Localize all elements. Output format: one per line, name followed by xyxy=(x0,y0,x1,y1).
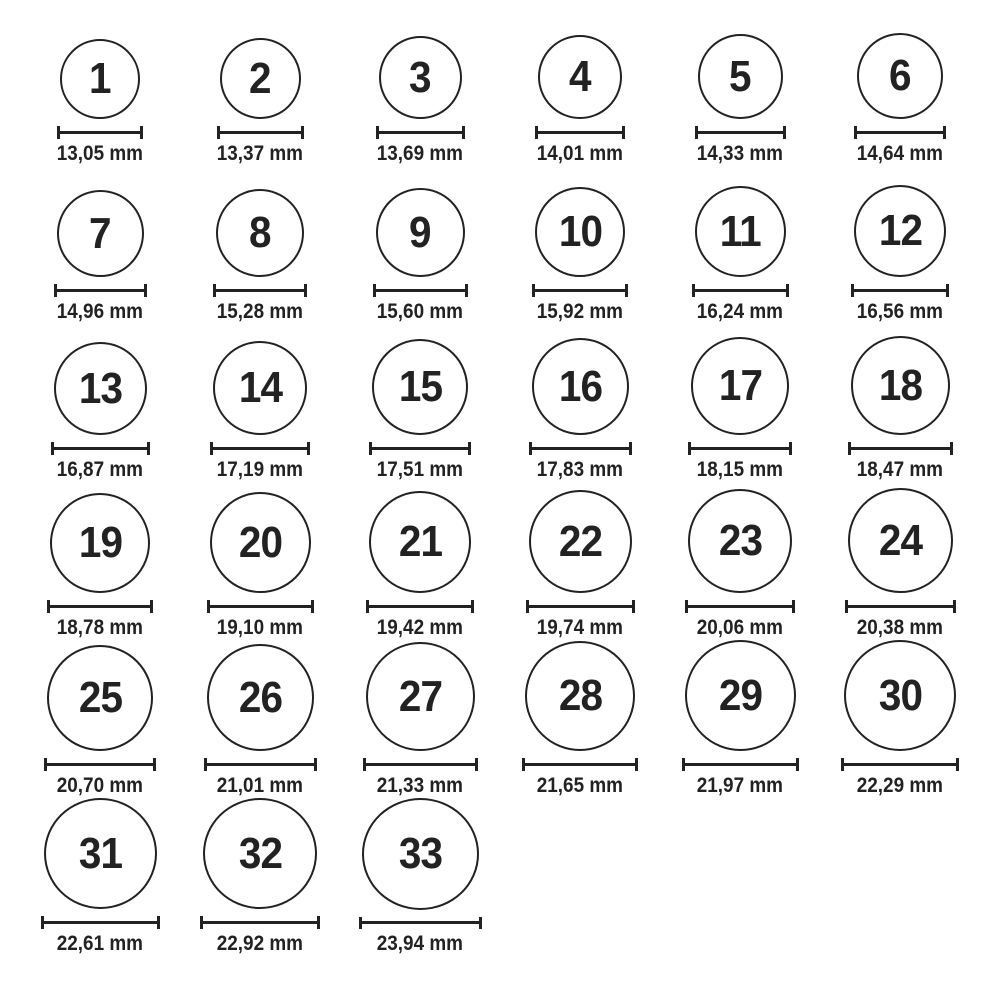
diameter-measure-line xyxy=(57,126,143,139)
diameter-label: 23,94 mm xyxy=(376,932,464,955)
ring-size-cell xyxy=(20,8,180,166)
ring-circle xyxy=(50,493,150,593)
ring-size-number: 6 xyxy=(889,51,911,100)
ring-size-cell xyxy=(660,324,820,482)
ring-circle xyxy=(691,337,789,435)
diameter-measure-line xyxy=(359,917,482,929)
diameter-measure-line xyxy=(845,600,956,613)
ring-circle xyxy=(688,489,792,593)
ring-size-cell xyxy=(820,482,980,640)
ring-circle xyxy=(851,336,950,435)
diameter-measure-line xyxy=(848,442,953,455)
diameter-label: 17,19 mm xyxy=(216,458,304,481)
diameter-measure-line xyxy=(47,600,153,613)
diameter-label: 16,87 mm xyxy=(56,458,144,481)
diameter-label: 15,60 mm xyxy=(376,300,464,323)
ring-size-cell xyxy=(820,324,980,482)
ring-size-cell xyxy=(180,166,340,324)
diameter-label: 14,33 mm xyxy=(696,142,784,165)
ring-size-cell xyxy=(660,640,820,798)
ring-size-number: 3 xyxy=(409,52,431,102)
diameter-label: 20,70 mm xyxy=(56,774,144,797)
ring-size-number: 27 xyxy=(398,671,442,721)
ring-size-cell xyxy=(340,640,500,798)
ring-circle xyxy=(529,490,632,593)
ring-size-number: 28 xyxy=(558,671,602,720)
diameter-measure-line xyxy=(213,284,307,297)
ring-size-cell xyxy=(500,324,660,482)
diameter-label: 22,29 mm xyxy=(856,774,944,797)
diameter-measure-line xyxy=(532,284,628,297)
ring-size-cell xyxy=(180,798,340,956)
ring-size-number: 31 xyxy=(78,828,122,878)
ring-circle xyxy=(532,338,629,435)
diameter-measure-line xyxy=(851,284,949,297)
ring-size-number: 26 xyxy=(238,672,282,722)
ring-circle xyxy=(525,641,635,751)
ring-size-number: 5 xyxy=(729,51,751,101)
diameter-measure-line xyxy=(51,442,150,455)
ring-size-number: 20 xyxy=(238,517,282,567)
diameter-label: 18,47 mm xyxy=(856,458,944,481)
ring-size-cell xyxy=(180,640,340,798)
diameter-measure-line xyxy=(695,126,786,139)
ring-size-number: 21 xyxy=(398,517,442,566)
ring-circle xyxy=(362,798,479,910)
ring-circle xyxy=(848,488,953,593)
diameter-measure-line xyxy=(854,126,946,139)
diameter-measure-line xyxy=(363,758,478,771)
diameter-label: 16,56 mm xyxy=(856,300,944,323)
ring-size-number: 12 xyxy=(878,206,922,255)
ring-size-cell xyxy=(180,482,340,640)
ring-size-number: 10 xyxy=(558,207,602,256)
ring-circle xyxy=(379,36,462,119)
ring-size-cell xyxy=(20,798,180,956)
diameter-label: 17,83 mm xyxy=(536,458,624,481)
ring-circle xyxy=(210,492,311,593)
ring-size-number: 19 xyxy=(78,518,122,567)
diameter-label: 18,15 mm xyxy=(696,458,784,481)
diameter-measure-line xyxy=(841,758,959,771)
ring-circle xyxy=(60,39,140,119)
diameter-measure-line xyxy=(44,758,156,771)
ring-circle xyxy=(698,34,783,119)
diameter-measure-line xyxy=(366,600,474,613)
ring-circle xyxy=(376,188,465,277)
ring-size-cell xyxy=(500,166,660,324)
ring-circle xyxy=(216,189,304,277)
diameter-measure-line xyxy=(217,126,304,139)
diameter-measure-line xyxy=(688,442,792,455)
ring-size-number: 16 xyxy=(558,361,602,411)
ring-size-cell xyxy=(20,482,180,640)
ring-circle xyxy=(372,339,468,435)
diameter-measure-line xyxy=(207,600,314,613)
ring-size-number: 33 xyxy=(398,828,442,878)
ring-circle xyxy=(369,491,471,593)
diameter-label: 21,65 mm xyxy=(536,774,624,797)
ring-size-number: 22 xyxy=(558,516,602,566)
diameter-label: 18,78 mm xyxy=(56,616,144,639)
ring-circle xyxy=(213,341,307,435)
diameter-label: 15,92 mm xyxy=(536,300,624,323)
ring-size-cell xyxy=(180,8,340,166)
ring-size-number: 24 xyxy=(878,515,922,565)
ring-size-cell xyxy=(660,166,820,324)
ring-circle xyxy=(47,645,153,751)
ring-circle xyxy=(44,798,157,909)
diameter-label: 14,64 mm xyxy=(856,142,944,165)
diameter-label: 13,69 mm xyxy=(376,142,464,165)
diameter-measure-line xyxy=(373,284,468,297)
diameter-label: 19,42 mm xyxy=(376,616,464,639)
diameter-measure-line xyxy=(376,126,465,139)
ring-size-number: 1 xyxy=(89,54,111,103)
diameter-measure-line xyxy=(200,916,320,929)
ring-size-cell xyxy=(20,640,180,798)
ring-size-number: 2 xyxy=(249,53,271,103)
ring-size-number: 9 xyxy=(409,207,431,257)
ring-size-number: 7 xyxy=(89,208,111,258)
ring-circle xyxy=(854,185,946,277)
diameter-measure-line xyxy=(369,442,471,455)
diameter-label: 14,96 mm xyxy=(56,300,144,323)
diameter-measure-line xyxy=(41,916,160,929)
diameter-label: 20,06 mm xyxy=(696,616,784,639)
ring-size-number: 17 xyxy=(718,361,762,410)
ring-size-number: 18 xyxy=(878,360,922,410)
ring-size-cell xyxy=(340,798,500,956)
diameter-measure-line xyxy=(529,442,632,455)
ring-circle xyxy=(695,186,786,277)
ring-size-number: 4 xyxy=(569,52,591,101)
ring-size-number: 14 xyxy=(238,363,282,412)
diameter-measure-line xyxy=(54,284,147,297)
diameter-label: 16,24 mm xyxy=(696,300,784,323)
diameter-measure-line xyxy=(682,758,799,771)
ring-size-number: 15 xyxy=(398,362,442,411)
diameter-label: 21,33 mm xyxy=(376,774,464,797)
ring-circle xyxy=(203,798,317,909)
ring-circle xyxy=(857,33,943,119)
ring-circle xyxy=(685,640,796,751)
diameter-label: 22,61 mm xyxy=(56,932,144,955)
ring-size-cell xyxy=(500,640,660,798)
diameter-measure-line xyxy=(526,600,635,613)
ring-size-number: 30 xyxy=(878,670,922,720)
ring-size-cell xyxy=(660,8,820,166)
ring-size-cell xyxy=(340,8,500,166)
diameter-label: 20,38 mm xyxy=(856,616,944,639)
ring-size-cell xyxy=(820,640,980,798)
ring-size-number: 23 xyxy=(718,516,762,565)
ring-size-cell xyxy=(340,324,500,482)
ring-size-cell xyxy=(820,166,980,324)
ring-circle xyxy=(54,342,147,435)
diameter-label: 21,97 mm xyxy=(696,774,784,797)
diameter-measure-line xyxy=(210,442,310,455)
ring-size-cell xyxy=(500,482,660,640)
diameter-label: 13,37 mm xyxy=(216,142,304,165)
ring-size-cell xyxy=(660,482,820,640)
diameter-label: 19,10 mm xyxy=(216,616,304,639)
ring-circle xyxy=(220,38,301,119)
ring-circle xyxy=(535,187,625,277)
ring-circle xyxy=(538,35,622,119)
ring-circle xyxy=(366,642,475,751)
diameter-label: 17,51 mm xyxy=(376,458,464,481)
ring-size-cell xyxy=(20,324,180,482)
ring-size-number: 11 xyxy=(719,206,761,256)
ring-size-cell xyxy=(20,166,180,324)
diameter-measure-line xyxy=(535,126,625,139)
ring-circle xyxy=(57,190,144,277)
ring-size-number: 8 xyxy=(249,208,271,257)
ring-size-cell xyxy=(500,8,660,166)
ring-size-cell xyxy=(340,166,500,324)
diameter-measure-line xyxy=(685,600,795,613)
ring-size-number: 25 xyxy=(78,673,122,722)
diameter-measure-line xyxy=(204,758,317,771)
diameter-label: 22,92 mm xyxy=(216,932,304,955)
diameter-measure-line xyxy=(522,758,638,771)
diameter-label: 21,01 mm xyxy=(216,774,304,797)
ring-size-cell xyxy=(180,324,340,482)
diameter-label: 15,28 mm xyxy=(216,300,304,323)
diameter-label: 19,74 mm xyxy=(536,616,624,639)
diameter-measure-line xyxy=(692,284,789,297)
ring-circle xyxy=(844,640,956,751)
ring-size-number: 32 xyxy=(238,828,282,878)
ring-size-cell xyxy=(340,482,500,640)
diameter-label: 14,01 mm xyxy=(536,142,624,165)
ring-size-number: 13 xyxy=(78,363,122,413)
diameter-label: 13,05 mm xyxy=(56,142,144,165)
ring-size-cell xyxy=(820,8,980,166)
ring-size-number: 29 xyxy=(718,670,762,720)
ring-circle xyxy=(207,644,314,751)
